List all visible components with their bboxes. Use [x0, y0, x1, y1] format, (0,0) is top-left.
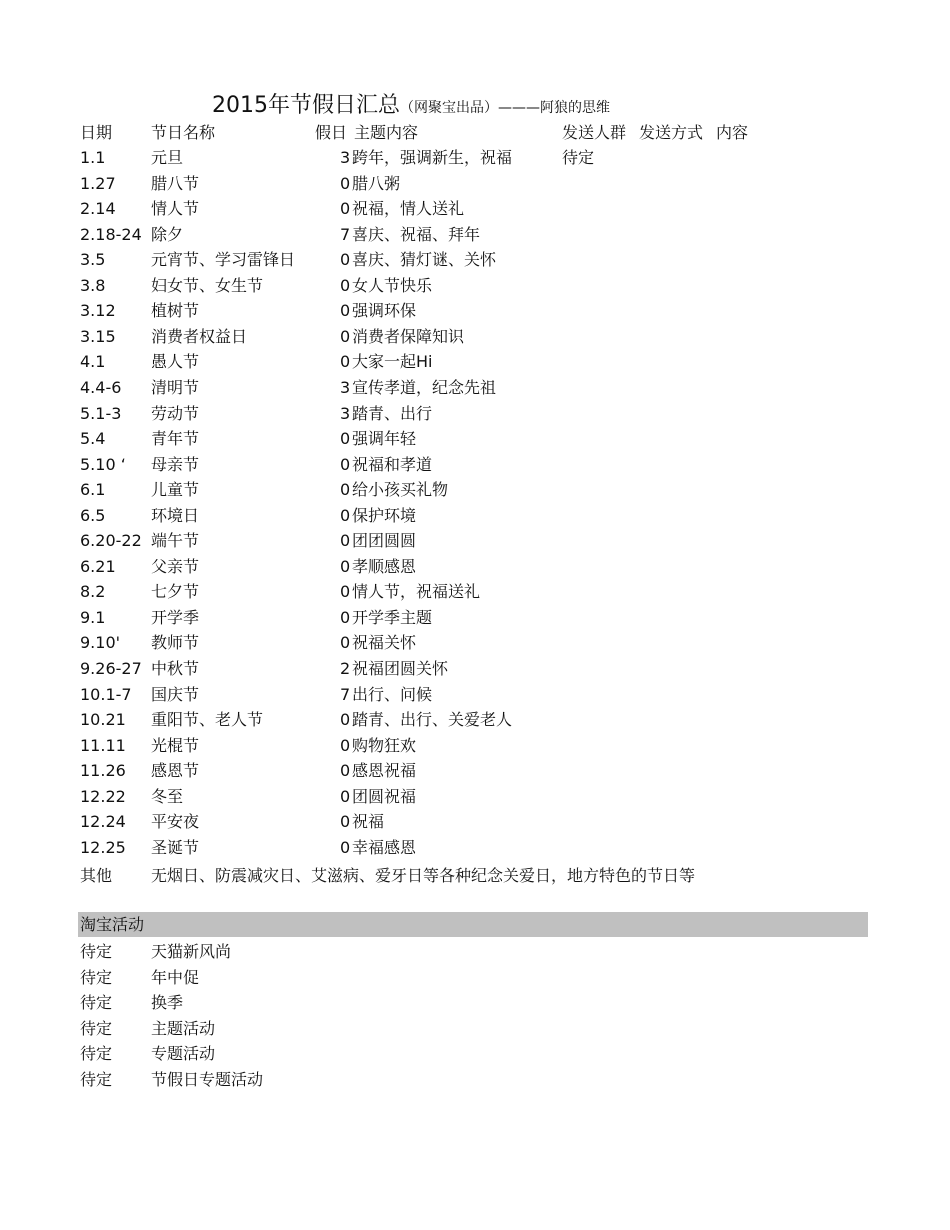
row-days: 3 [340, 378, 351, 397]
row-days: 0 [340, 455, 351, 474]
row-date: 9.1 [80, 608, 106, 627]
row-days: 0 [340, 608, 351, 627]
row-date: 1.27 [80, 174, 116, 193]
taobao-row-date: 待定 [80, 968, 113, 987]
row-name: 平安夜 [151, 812, 200, 831]
row-name: 端午节 [151, 531, 200, 550]
row-theme: 祝福关怀 [352, 633, 417, 652]
row-days: 0 [340, 327, 351, 346]
row-date: 5.4 [80, 429, 106, 448]
row-days: 0 [340, 429, 351, 448]
taobao-row-date: 待定 [80, 993, 113, 1012]
header-date: 日期 [80, 123, 113, 142]
row-theme: 祝福 [352, 812, 385, 831]
row-name: 消费者权益日 [151, 327, 248, 346]
title-subtitle: （网聚宝出品）———阿狼的思维 [400, 100, 610, 116]
row-date: 6.20-22 [80, 531, 142, 550]
row-theme: 跨年，强调新生，祝福 [352, 148, 513, 167]
row-date: 11.26 [80, 761, 126, 780]
row-name: 愚人节 [151, 352, 200, 371]
row-theme: 祝福，情人送礼 [352, 199, 465, 218]
row-name: 清明节 [151, 378, 200, 397]
row-name: 儿童节 [151, 480, 200, 499]
row-date: 5.1-3 [80, 404, 122, 423]
row-name: 除夕 [151, 225, 184, 244]
row-name: 国庆节 [151, 685, 200, 704]
row-days: 0 [340, 557, 351, 576]
row-date: 2.14 [80, 199, 116, 218]
page-title [212, 88, 610, 119]
row-days: 0 [340, 276, 351, 295]
row-date: 9.10' [80, 633, 121, 652]
row-theme: 喜庆、祝福、拜年 [352, 225, 481, 244]
row-theme: 给小孩买礼物 [352, 480, 449, 499]
row-theme: 祝福和孝道 [352, 455, 433, 474]
row-theme: 宣传孝道，纪念先祖 [352, 378, 497, 397]
row-theme: 踏青、出行 [352, 404, 433, 423]
row-days: 0 [340, 352, 351, 371]
row-days: 3 [340, 148, 351, 167]
row-date: 3.15 [80, 327, 116, 346]
row-date: 1.1 [80, 148, 106, 167]
row-days: 0 [340, 633, 351, 652]
taobao-section-title: 淘宝活动 [80, 915, 145, 934]
taobao-row-name: 年中促 [151, 968, 200, 987]
row-days: 0 [340, 199, 351, 218]
row-date: 6.21 [80, 557, 116, 576]
row-name: 劳动节 [151, 404, 200, 423]
row-date: 5.10 ‘ [80, 455, 126, 474]
row-date: 11.11 [80, 736, 126, 755]
taobao-row-date: 待定 [80, 1070, 113, 1089]
row-name: 圣诞节 [151, 838, 200, 857]
row-days: 0 [340, 787, 351, 806]
row-name: 植树节 [151, 301, 200, 320]
other-label: 其他 [80, 866, 113, 885]
row-date: 2.18-24 [80, 225, 142, 244]
row-days: 0 [340, 812, 351, 831]
row-theme: 祝福团圆关怀 [352, 659, 449, 678]
header-name: 节日名称 [151, 123, 216, 142]
header-method: 发送方式 [639, 123, 704, 142]
row-days: 2 [340, 659, 351, 678]
row-theme: 情人节，祝福送礼 [352, 582, 481, 601]
header-days: 假日 [315, 123, 348, 142]
row-group: 待定 [562, 148, 595, 167]
row-date: 10.1-7 [80, 685, 132, 704]
row-theme: 团圆祝福 [352, 787, 417, 806]
row-days: 3 [340, 404, 351, 423]
row-date: 3.5 [80, 250, 106, 269]
row-name: 情人节 [151, 199, 200, 218]
row-name: 重阳节、老人节 [151, 710, 264, 729]
taobao-row-name: 专题活动 [151, 1044, 216, 1063]
row-name: 七夕节 [151, 582, 200, 601]
header-content: 内容 [716, 123, 749, 142]
row-days: 0 [340, 736, 351, 755]
row-date: 4.4-6 [80, 378, 122, 397]
taobao-row-date: 待定 [80, 1019, 113, 1038]
row-date: 4.1 [80, 352, 106, 371]
title-main: 2015年节假日汇总 [212, 93, 400, 118]
row-days: 0 [340, 761, 351, 780]
header-group: 发送人群 [562, 123, 627, 142]
row-theme: 孝顺感恩 [352, 557, 417, 576]
row-theme: 大家一起Hi [352, 352, 433, 371]
row-theme: 团团圆圆 [352, 531, 417, 550]
row-name: 环境日 [151, 506, 200, 525]
row-name: 元旦 [151, 148, 184, 167]
row-days: 0 [340, 174, 351, 193]
row-date: 3.12 [80, 301, 116, 320]
row-days: 0 [340, 480, 351, 499]
row-theme: 强调年轻 [352, 429, 417, 448]
row-theme: 开学季主题 [352, 608, 433, 627]
row-theme: 强调环保 [352, 301, 417, 320]
row-date: 8.2 [80, 582, 106, 601]
row-theme: 消费者保障知识 [352, 327, 465, 346]
row-theme: 感恩祝福 [352, 761, 417, 780]
header-theme: 主题内容 [354, 123, 419, 142]
taobao-row-date: 待定 [80, 942, 113, 961]
row-name: 元宵节、学习雷锋日 [151, 250, 296, 269]
row-name: 冬至 [151, 787, 184, 806]
taobao-row-name: 主题活动 [151, 1019, 216, 1038]
row-date: 9.26-27 [80, 659, 142, 678]
row-theme: 女人节快乐 [352, 276, 433, 295]
row-date: 6.1 [80, 480, 106, 499]
row-name: 妇女节、女生节 [151, 276, 264, 295]
row-theme: 腊八粥 [352, 174, 401, 193]
other-text: 无烟日、防震减灾日、艾滋病、爱牙日等各种纪念关爱日，地方特色的节日等 [151, 866, 696, 885]
row-days: 0 [340, 838, 351, 857]
row-days: 0 [340, 531, 351, 550]
row-name: 中秋节 [151, 659, 200, 678]
row-theme: 喜庆、猜灯谜、关怀 [352, 250, 497, 269]
row-theme: 购物狂欢 [352, 736, 417, 755]
row-name: 光棍节 [151, 736, 200, 755]
row-name: 父亲节 [151, 557, 200, 576]
row-name: 母亲节 [151, 455, 200, 474]
row-theme: 幸福感恩 [352, 838, 417, 857]
taobao-section-header [78, 912, 868, 937]
row-days: 0 [340, 710, 351, 729]
row-days: 7 [340, 685, 351, 704]
row-days: 0 [340, 250, 351, 269]
row-name: 开学季 [151, 608, 200, 627]
row-name: 青年节 [151, 429, 200, 448]
row-name: 感恩节 [151, 761, 200, 780]
row-theme: 出行、问候 [352, 685, 433, 704]
taobao-row-name: 节假日专题活动 [151, 1070, 264, 1089]
row-days: 0 [340, 301, 351, 320]
row-theme: 踏青、出行、关爱老人 [352, 710, 513, 729]
row-date: 6.5 [80, 506, 106, 525]
row-name: 教师节 [151, 633, 200, 652]
row-date: 3.8 [80, 276, 106, 295]
row-theme: 保护环境 [352, 506, 417, 525]
row-days: 7 [340, 225, 351, 244]
row-days: 0 [340, 506, 351, 525]
row-name: 腊八节 [151, 174, 200, 193]
taobao-row-name: 天猫新风尚 [151, 942, 232, 961]
row-date: 12.24 [80, 812, 126, 831]
taobao-row-name: 换季 [151, 993, 184, 1012]
row-date: 10.21 [80, 710, 126, 729]
row-date: 12.22 [80, 787, 126, 806]
row-date: 12.25 [80, 838, 126, 857]
taobao-row-date: 待定 [80, 1044, 113, 1063]
row-days: 0 [340, 582, 351, 601]
